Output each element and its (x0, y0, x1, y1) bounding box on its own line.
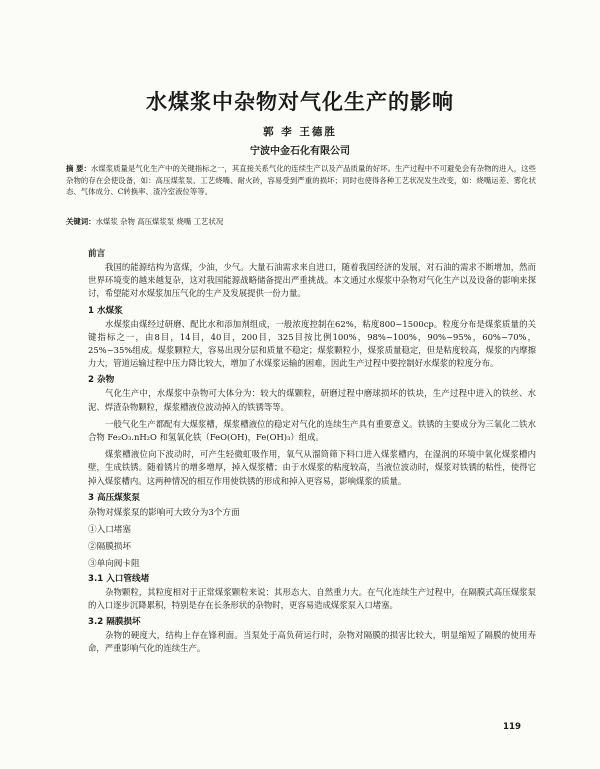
keywords-label: 关键词： (66, 217, 96, 226)
heading-section-3: 3 高压煤浆泵 (88, 492, 140, 503)
paragraph-section-2-3: 煤浆槽液位向下波动时，可产生轻微虹吸作用，氧气从溜筒筛下料口进入煤浆槽内，在湿润的环境中氧化煤浆槽内壁，生成铁锈。随着锈片的增多增厚，掉入煤浆槽；由于水煤浆的粘度较高，当液位波动时，煤浆对铁锈的粘性，使得它掉入煤浆槽内。这两种情况的相互作用使铁锈的形成和掉入更容易，影响煤浆的质量。 (88, 449, 536, 486)
heading-section-3-2: 3.2 隔膜损坏 (88, 617, 141, 628)
abstract-label: 摘 要： (66, 164, 91, 173)
authors: 郭 李 王德胜 (263, 126, 337, 138)
abstract-text: 水煤浆质量是气化生产中的关键指标之一，其直接关系气化的连续生产以及产品质量的好坏。生产过程中不可避免会有杂物的进入，这些杂物的存在会使设备，如：高压煤浆泵、工艺烧嘴、耐火砖，容易受到严重的损坏；同时也使得各种工艺状况发生改变，如：烧嘴运差、雾化状态、气体成分、C转换率、渣冷室液位等等。 (66, 164, 536, 196)
paragraph-section-1: 水煤浆由煤经过研磨、配比水和添加剂组成，一般浓度控制在62%，粘度800~1500cp。粒度分布是煤浆质量的关键指标之一，由8目，14目，40目，200目，325目按比例100%，98%~100%，90%~95%，60%~70%，25%~35%组成。煤浆颗粒大，容易出现分层和质量不稳定；煤浆颗粒小，煤浆质量稳定，但是粘度较高，煤浆的内摩擦力大，管道运输过程中压力降比较大，增加了水煤浆运输的困难，因此生产过程中要控制好水煤浆的粒度分布。 (88, 318, 536, 369)
heading-section-3-1: 3.1 入口管线堵 (88, 573, 150, 584)
list-item-1: ①入口堵塞 (88, 524, 131, 535)
paper-title: 水煤浆中杂物对气化生产的影响 (146, 90, 454, 114)
keywords (66, 216, 536, 228)
affiliation: 宁波中金石化有限公司 (250, 146, 350, 157)
section-3-intro: 杂物对煤浆泵的影响可大致分为3个方面 (88, 507, 240, 518)
abstract (66, 163, 536, 198)
paragraph-section-2-2: 一般气化生产都配有大煤浆槽，煤浆槽液位的稳定对气化的连续生产具有重要意义。铁锈的主要成分为三氧化二铁水合物 Fe₂O₃.nH₂O 和氢氧化铁（FeO(OH)，Fe(OH)₃）组成。 (88, 418, 536, 443)
paragraph-section-3-1: 杂物颗粒，其粒度相对于正常煤浆颗粒来说：其形态大、自然重力大。在气化连续生产过程中，在隔膜式高压煤浆泵的入口逐步沉降累积，特别是存在长条形状的杂物时，更容易造成煤浆泵入口堵塞。 (88, 586, 536, 611)
paragraph-preface: 我国的能源结构为富煤，少油，少气。大量石油需求来自进口，随着我国经济的发展，对石油的需求不断增加，然而世界环境变的越来越复杂，这对我国能源战略储备提出严重挑战。本文通过水煤浆中杂物对气化生产以及设备的影响来探讨，希望能对水煤浆加压气化的生产及发展提供一份力量。 (88, 262, 536, 299)
heading-section-2: 2 杂物 (88, 375, 115, 386)
list-item-3: ③单向阀卡阻 (88, 558, 140, 569)
paragraph-section-3-2: 杂物的硬度大，结构上存在锋利面。当泵处于高负荷运行时，杂物对隔膜的损害比较大，明显缩短了隔膜的使用寿命，严重影响气化的连续生产。 (88, 630, 536, 654)
keywords-text: 水煤浆 杂物 高压煤浆泵 烧嘴 工艺状况 (95, 217, 224, 226)
page-number: 119 (503, 722, 521, 732)
paragraph-section-2-1: 气化生产中，水煤浆中杂物可大体分为：较大的煤颗粒，研磨过程中磨球损坏的铁块，生产过程中进入的铁丝、水泥、焊渣杂物颗粒，煤浆槽液位波动掉入的铁锈等等。 (88, 388, 536, 412)
body-text (88, 248, 536, 660)
heading-section-1: 1 水煤浆 (88, 305, 123, 316)
list-item-2: ②隔膜损坏 (88, 541, 131, 552)
heading-preface: 前言 (88, 249, 106, 259)
